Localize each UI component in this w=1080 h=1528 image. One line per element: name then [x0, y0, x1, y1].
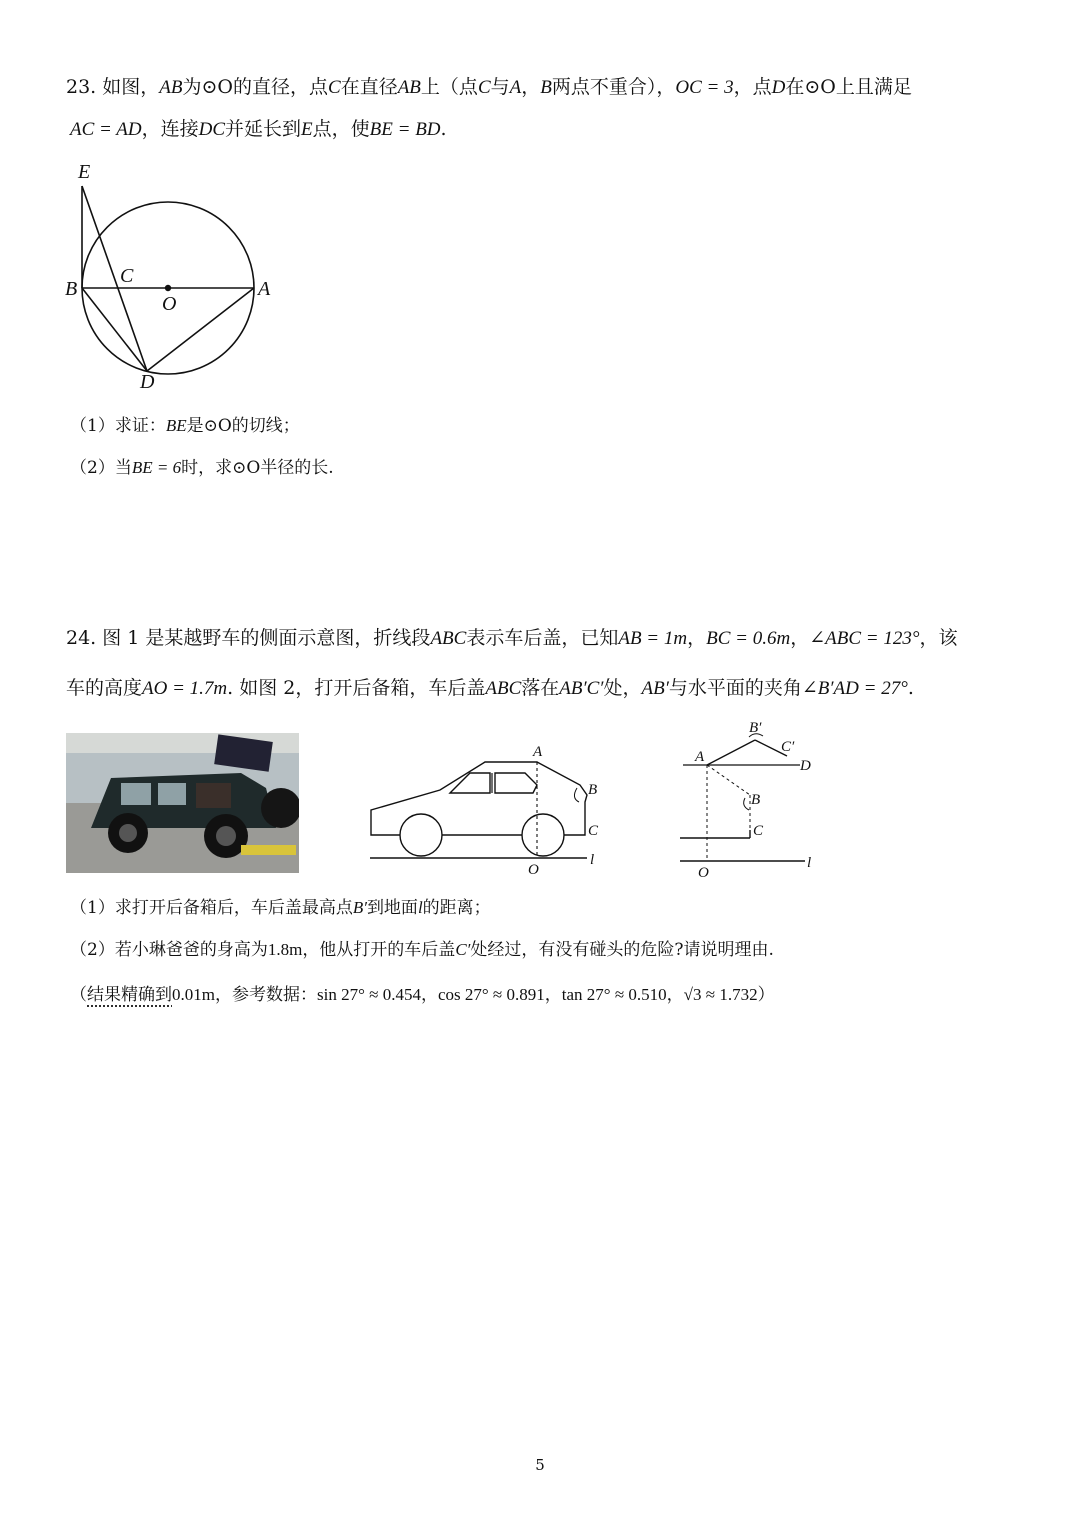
- label-c: C: [753, 823, 764, 839]
- label-b-prime: B′: [749, 720, 762, 736]
- label-c: C: [588, 823, 599, 839]
- label-o: O: [162, 293, 177, 315]
- q24-text: .: [907, 677, 914, 699]
- q24-math: cos 27° ≈ 0.891: [437, 985, 545, 1004]
- q23-part-2: [70, 459, 334, 477]
- label-a: A: [533, 744, 543, 760]
- q24-math: l: [417, 898, 423, 917]
- q23-number: 23.: [66, 76, 97, 98]
- q24-text: （: [70, 985, 87, 1005]
- q24-emphasis: 结果精确到: [87, 985, 172, 1005]
- q23-math: E: [301, 119, 313, 140]
- label-l: l: [807, 855, 812, 871]
- car-window-rear: [495, 773, 537, 793]
- q23-math: DC: [198, 119, 226, 140]
- label-a: A: [258, 278, 271, 300]
- label-o: O: [698, 865, 709, 881]
- label-d: D: [800, 758, 811, 774]
- label-e: E: [78, 161, 91, 183]
- q23-text: 时，求⊙O半径的长.: [181, 458, 334, 478]
- q24-number: 24.: [66, 627, 97, 649]
- q23-math: AB: [397, 77, 421, 98]
- suv-photo: [66, 733, 299, 873]
- center-dot: [165, 285, 171, 291]
- car-window-front: [450, 773, 490, 793]
- q23-text: 点，使: [312, 118, 370, 140]
- q23-text: ，: [521, 76, 541, 98]
- segment-ed: [82, 186, 147, 371]
- q23-math: D: [771, 77, 786, 98]
- q24-text: 表示车后盖，已知: [466, 627, 619, 649]
- q23-math: B: [540, 77, 552, 98]
- q23-math: OC = 3: [675, 77, 734, 98]
- segment-bd: [82, 288, 147, 371]
- q23-text: 上（点: [420, 76, 478, 98]
- q24-math: AB′: [641, 678, 669, 699]
- q23-math: BE: [165, 416, 187, 435]
- q23-text: 在直径: [340, 76, 398, 98]
- label-b: B: [588, 782, 598, 798]
- q24-part-2: [70, 941, 774, 959]
- q24-math: BC = 0.6m: [706, 628, 791, 649]
- q24-text: ，参考数据：: [214, 985, 317, 1005]
- q24-math: ∠ABC = 123°: [809, 628, 920, 649]
- q24-text: 到地面: [366, 898, 418, 918]
- q23-part-1: [70, 417, 300, 435]
- q23-text: 为⊙O的直径，点: [182, 76, 328, 98]
- q23-text: 在⊙O上且满足: [785, 76, 912, 98]
- label-a: A: [695, 749, 705, 765]
- q24-note: [70, 986, 775, 1004]
- q24-text: . 如图 2，打开后备箱，车后盖: [227, 677, 486, 699]
- q24-text: 车的高度: [66, 677, 143, 699]
- q24-text: （2）若小琳爸爸的身高为: [70, 940, 268, 960]
- q24-math: 0.01m: [172, 985, 215, 1004]
- q24-text: ，: [790, 627, 810, 649]
- q24-math: AB′C′: [559, 678, 604, 699]
- q24-text: ，: [420, 985, 438, 1005]
- label-c-prime: C′: [781, 739, 795, 755]
- open-trunk-figure: [675, 718, 845, 883]
- q23-circle-figure: [60, 158, 290, 398]
- q24-text: ，他从打开的车后盖: [302, 940, 456, 960]
- angle-mark-b: [744, 798, 749, 810]
- q23-math: AC = AD: [70, 119, 142, 140]
- label-b: B: [65, 278, 78, 300]
- q24-text: 处经过，有没有碰头的危险?请说明理由.: [470, 940, 774, 960]
- dashed-ab: [707, 765, 750, 795]
- q23-text: 两点不重合），: [551, 76, 676, 98]
- q24-text: ，: [544, 985, 562, 1005]
- car-wheel-front: [400, 814, 442, 856]
- q24-math: B′: [352, 898, 367, 917]
- label-d: D: [140, 371, 155, 393]
- q24-math: ABC: [430, 628, 467, 649]
- car-side-figure: [365, 740, 605, 878]
- q24-line-2: [66, 679, 914, 698]
- q24-text: 处，: [603, 677, 642, 699]
- q23-text: 是⊙O的切线；: [186, 416, 300, 436]
- q23-text: 与: [490, 76, 510, 98]
- q23-text: ，点: [733, 76, 772, 98]
- q23-line-2: [70, 120, 447, 139]
- segment-ab-prime: [707, 740, 755, 765]
- label-l: l: [590, 852, 595, 868]
- q24-text: 落在: [521, 677, 560, 699]
- q23-text: ，连接: [141, 118, 199, 140]
- q24-math: √3 ≈ 1.732: [683, 985, 758, 1004]
- q24-part-1: [70, 899, 491, 917]
- label-c: C: [120, 265, 134, 287]
- q23-text: （1）求证：: [70, 416, 166, 436]
- q24-math: C′: [455, 940, 471, 959]
- q24-text: 的距离；: [422, 898, 491, 918]
- q24-line-1: [66, 629, 957, 648]
- q24-math: sin 27° ≈ 0.454: [316, 985, 421, 1004]
- q23-math: BE = 6: [131, 458, 182, 477]
- q24-math: AO = 1.7m: [142, 678, 228, 699]
- page-number: 5: [535, 1456, 545, 1474]
- q24-math: tan 27° ≈ 0.510: [561, 985, 667, 1004]
- q23-math: C: [477, 77, 491, 98]
- q23-math: BE = BD: [369, 119, 441, 140]
- q24-math: AB = 1m: [618, 628, 688, 649]
- q23-text: 如图，: [102, 76, 160, 98]
- q24-text: 图 1 是某越野车的侧面示意图，折线段: [102, 627, 431, 649]
- q24-text: 与水平面的夹角: [668, 677, 802, 699]
- car-wheel-rear: [522, 814, 564, 856]
- q23-math: A: [509, 77, 522, 98]
- label-o: O: [528, 862, 539, 878]
- q23-math: AB: [159, 77, 183, 98]
- q23-text: （2）当: [70, 458, 132, 478]
- q23-math: C: [328, 77, 341, 98]
- q24-text: ，: [687, 627, 707, 649]
- q24-text: ，该: [919, 627, 958, 649]
- angle-mark: [574, 788, 579, 802]
- q24-math: ∠B′AD = 27°: [801, 678, 908, 699]
- q24-text: ）: [757, 985, 775, 1005]
- q24-math: ABC: [485, 678, 522, 699]
- q23-text: 并延长到: [225, 118, 302, 140]
- q23-line-1: [66, 78, 912, 97]
- q24-math: 1.8m: [267, 940, 303, 959]
- q23-text: .: [440, 118, 447, 140]
- label-b: B: [751, 792, 761, 808]
- q24-text: ，: [666, 985, 684, 1005]
- q24-text: （1）求打开后备箱后，车后盖最高点: [70, 898, 353, 918]
